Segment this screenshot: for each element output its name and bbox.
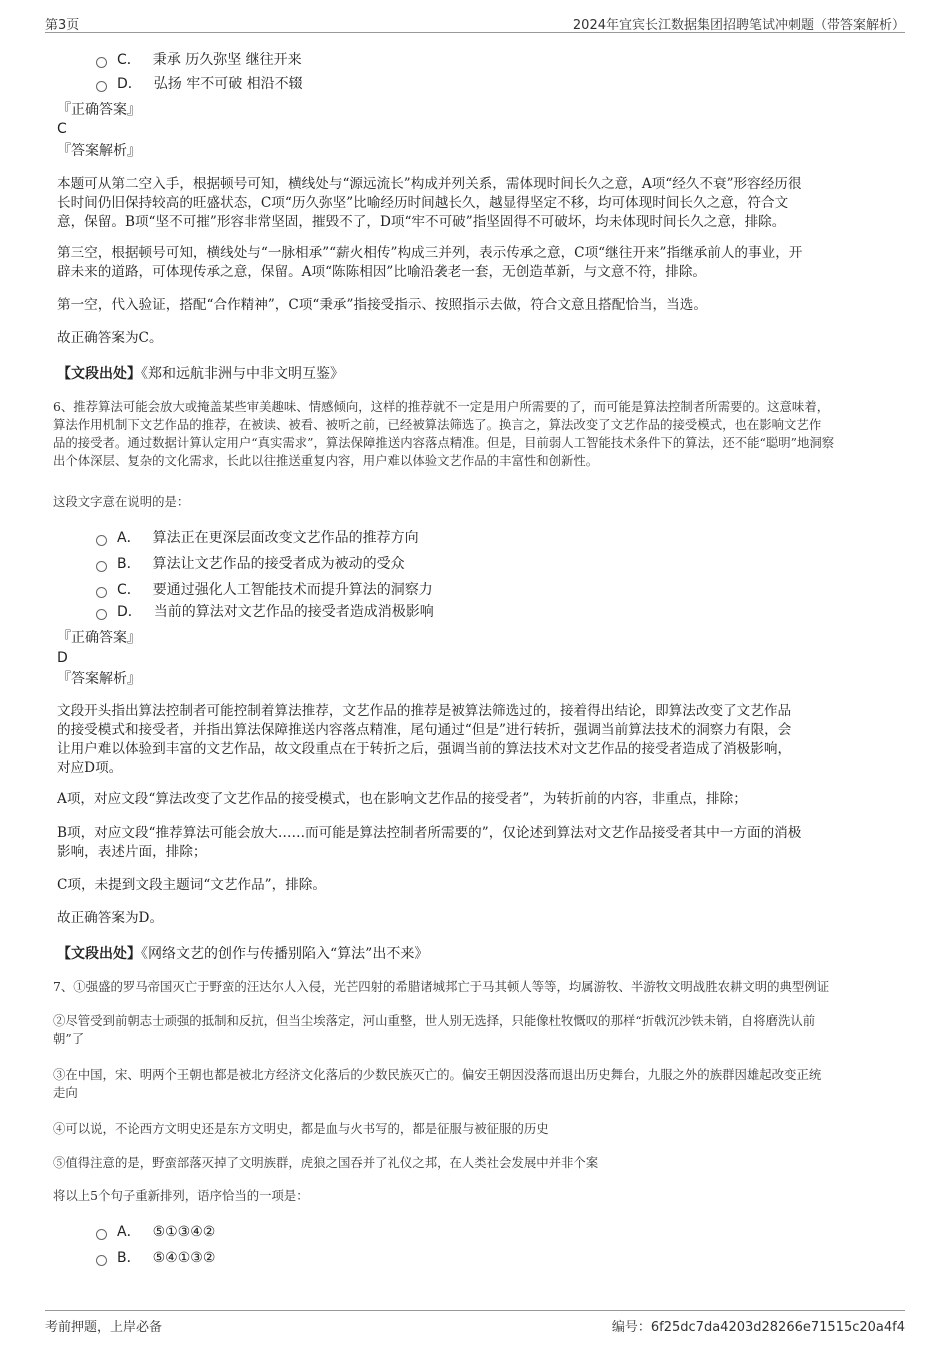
q6-answer: D: [57, 650, 68, 666]
footer-slogan: 考前押题，上岸必备: [45, 1320, 163, 1335]
q5-analysis-paragraph-1: 本题可从第二空入手，根据顿号可知，横线处与“源远流长”构成并列关系，需体现时间长久之意，A项“经久不衰”形容经历很 长时间仍旧保持较高的旺盛状态，C项“历久弥坚”比喻经历时间越长久，越显得坚定不移，均可体现时间长久之意，符合文 意，保留。B项“坚不可摧”形容非常坚固，摧毁不了，D项“牢不可破”指坚固得不可破坏，均未体现时间长久之意，排除。: [57, 176, 802, 230]
q5-analysis-label: 『答案解析』: [57, 143, 141, 159]
q5-analysis-paragraph-2: 第三空，根据顿号可知，横线处与“一脉相承”“薪火相传”构成三并列，表示传承之意，C项“继往开来”指继承前人的事业，开 辟未来的道路，可体现传承之意，保留。A项“陈陈相因”比喻沿袭老一套，无创造革新，与文意不符，排除。: [57, 245, 803, 280]
radio-icon[interactable]: [96, 535, 107, 546]
q6-option-a[interactable]: A． 算法正在更深层面改变文艺作品的推荐方向: [96, 528, 419, 548]
q5-analysis-paragraph-3: 第一空，代入验证，搭配“合作精神”，C项“秉承”指接受指示、按照指示去做，符合文意且搭配恰当，当选。: [57, 297, 707, 313]
q7-sentence-5: ⑤值得注意的是，野蛮部落灭掉了文明族群，虎狼之国吞并了礼仪之邦，在人类社会发展中并非个案: [53, 1155, 599, 1170]
radio-icon[interactable]: [96, 1229, 107, 1240]
q6-question: 这段文字意在说明的是：: [53, 494, 190, 509]
q5-option-c[interactable]: C． 秉承 历久弥坚 继往开来: [96, 50, 302, 70]
page-footer: [45, 1310, 905, 1335]
page-number: 第3页: [45, 18, 80, 33]
q6-analysis-label: 『答案解析』: [57, 671, 141, 687]
radio-icon[interactable]: [96, 587, 107, 598]
radio-icon[interactable]: [96, 561, 107, 572]
q5-option-d[interactable]: D． 弘扬 牢不可破 相沿不辍: [96, 74, 303, 94]
document-code: 编号：6f25dc7da4203d28266e71515c20a4f4: [611, 1320, 905, 1335]
q7-sentence-1: 7、①强盛的罗马帝国灭亡于野蛮的汪达尔人入侵，光芒四射的希腊诸城邦亡于马其顿人等等，均属游牧、半游牧文明战胜农耕文明的典型例证: [53, 979, 830, 994]
q6-analysis-paragraph-2: A项，对应文段“算法改变了文艺作品的接受模式，也在影响文艺作品的接受者”，为转折前的内容，非重点，排除；: [57, 791, 747, 807]
page-header: [45, 10, 905, 33]
q5-analysis-paragraph-4: 故正确答案为C。: [57, 330, 163, 346]
q7-sentence-2: ②尽管受到前朝志士顽强的抵制和反抗，但当尘埃落定，河山重整，世人别无选择，只能像杜牧慨叹的那样“折戟沉沙铁未销，自将磨洗认前 朝”了: [53, 1013, 816, 1046]
q6-analysis-paragraph-3: B项，对应文段“推荐算法可能会放大……而可能是算法控制者所需要的”，仅论述到算法对文艺作品接受者其中一方面的消极 影响，表述片面，排除；: [57, 825, 802, 860]
q7-sentence-4: ④可以说，不论西方文明史还是东方文明史，都是血与火书写的，都是征服与被征服的历史: [53, 1121, 549, 1136]
q5-answer-label: 『正确答案』: [57, 102, 141, 118]
q6-stem: 6、推荐算法可能会放大或掩盖某些审美趣味、情感倾向，这样的推荐就不一定是用户所需要的了，而可能是算法控制者所需要的。这意味着， 算法作用机制下文艺作品的推荐，在被读、被看、被听之前，已经被算法筛选了。换言之，算法改变了文艺作品的接受模式，也在影响文艺作 品的接受者。通过数据计算认定用户“真实需求”，算法保障推送内容落点精准。但是，目前弱人工智能技术条件下的算法，还不能“聪明”地洞察 出个体深层、复杂的文化需求，长此以往推送重复内容，用户难以体验文艺作品的丰富性和创新性。: [53, 399, 835, 468]
q6-analysis-paragraph-1: 文段开头指出算法控制者可能控制着算法推荐，文艺作品的推荐是被算法筛选过的，接着得出结论，即算法改变了文艺作品 的接受模式和接受者，并指出算法保障推送内容落点精准，尾句通过“但是”进行转折，强调当前算法技术的洞察力有限，会 让用户难以体验到丰富的文艺作品，故文段重点在于转折之后，强调当前的算法技术对文艺作品的接受者造成了消极影响， 对应D项。: [57, 703, 792, 776]
q7-option-a[interactable]: A． ⑤①③④②: [96, 1222, 215, 1242]
q7-sentence-3: ③在中国，宋、明两个王朝也都是被北方经济文化落后的少数民族灭亡的。偏安王朝因没落而退出历史舞台，九服之外的族群因雄起改变正统 走向: [53, 1067, 822, 1100]
radio-icon[interactable]: [96, 57, 107, 68]
radio-icon[interactable]: [96, 81, 107, 92]
radio-icon[interactable]: [96, 609, 107, 620]
q5-answer: C: [57, 121, 67, 137]
q6-option-d[interactable]: D． 当前的算法对文艺作品的接受者造成消极影响: [96, 602, 434, 622]
radio-icon[interactable]: [96, 1255, 107, 1266]
document-title: 2024年宜宾长江数据集团招聘笔试冲刺题（带答案解析）: [572, 18, 905, 33]
q6-option-b[interactable]: B． 算法让文艺作品的接受者成为被动的受众: [96, 554, 405, 574]
q5-source: 【文段出处】《郑和远航非洲与中非文明互鉴》: [57, 366, 344, 382]
q7-question: 将以上5个句子重新排列，语序恰当的一项是：: [53, 1188, 309, 1203]
q6-option-c[interactable]: C． 要通过强化人工智能技术而提升算法的洞察力: [96, 580, 433, 600]
q7-option-b[interactable]: B． ⑤④①③②: [96, 1248, 215, 1268]
q6-answer-label: 『正确答案』: [57, 630, 141, 646]
q6-analysis-paragraph-4: C项，未提到文段主题词“文艺作品”，排除。: [57, 877, 326, 893]
q6-analysis-paragraph-5: 故正确答案为D。: [57, 910, 164, 926]
q6-source: 【文段出处】《网络文艺的创作与传播别陷入“算法”出不来》: [57, 946, 429, 962]
